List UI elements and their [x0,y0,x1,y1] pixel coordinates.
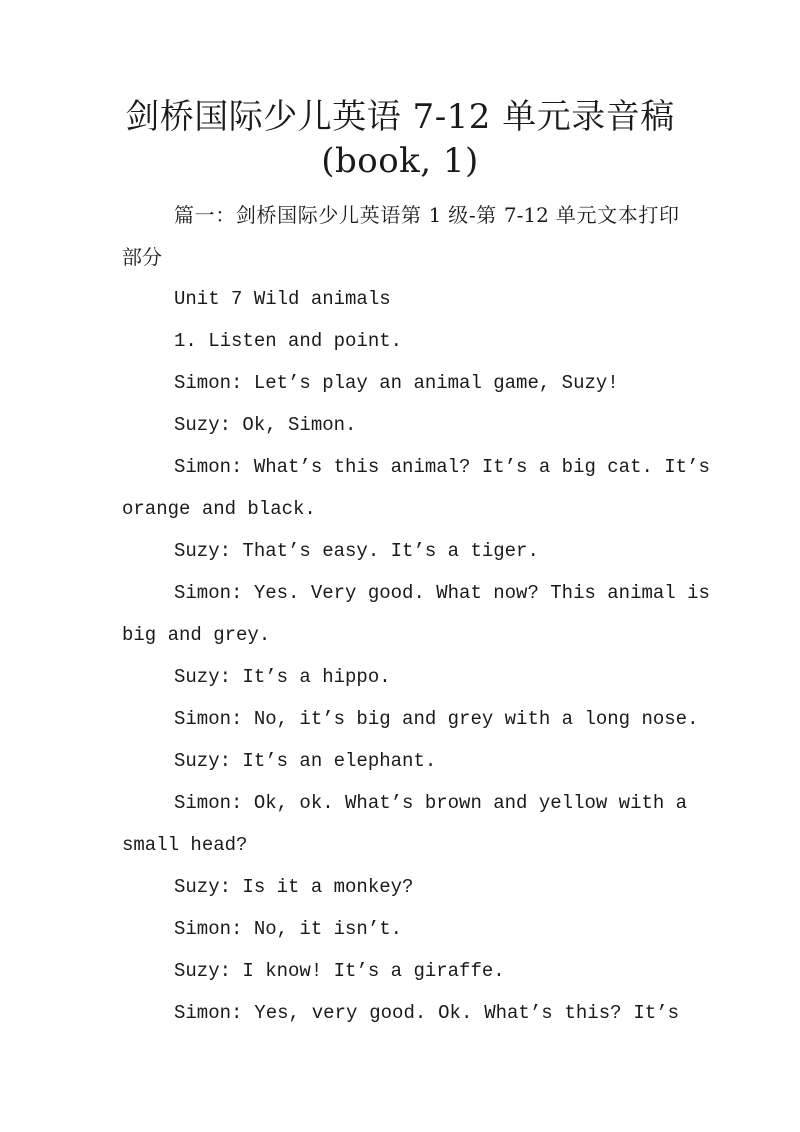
dialogue-line: Simon: What’s this animal? It’s a big cat. It’s [174,456,710,478]
document-title: 剑桥国际少儿英语 7-12 单元录音稿 [125,97,675,137]
dialogue-line: Simon: No, it isn’t. [174,918,403,940]
dialogue-line: Simon: No, it’s big and grey with a long nose. [174,708,699,730]
dialogue-line: Simon: Ok, ok. What’s brown and yellow with a [174,792,688,814]
section-heading-line: 部分 [122,245,162,269]
dialogue-line: Suzy: I know! It’s a giraffe. [174,960,505,982]
dialogue-line: small head? [122,834,248,856]
dialogue-line: Simon: Yes, very good. Ok. What’s this? It’s [174,1002,679,1024]
exercise-instruction: 1. Listen and point. [174,330,403,352]
dialogue-line: Suzy: Is it a monkey? [174,876,414,898]
dialogue-line: Suzy: It’s a hippo. [174,666,391,688]
dialogue-line: Suzy: Ok, Simon. [174,414,357,436]
section-heading-line: 篇一：剑桥国际少儿英语第 1 级-第 7-12 单元文本打印 [174,203,679,227]
dialogue-line: orange and black. [122,498,316,520]
dialogue-line: Simon: Yes. Very good. What now? This animal is [174,582,710,604]
dialogue-line: big and grey. [122,624,271,646]
unit-heading: Unit 7 Wild animals [174,288,391,310]
dialogue-line: Suzy: That’s easy. It’s a tiger. [174,540,539,562]
dialogue-line: Suzy: It’s an elephant. [174,750,437,772]
dialogue-line: Simon: Let’s play an animal game, Suzy! [174,372,619,394]
document-title-subtitle: (book, 1) [321,141,479,181]
